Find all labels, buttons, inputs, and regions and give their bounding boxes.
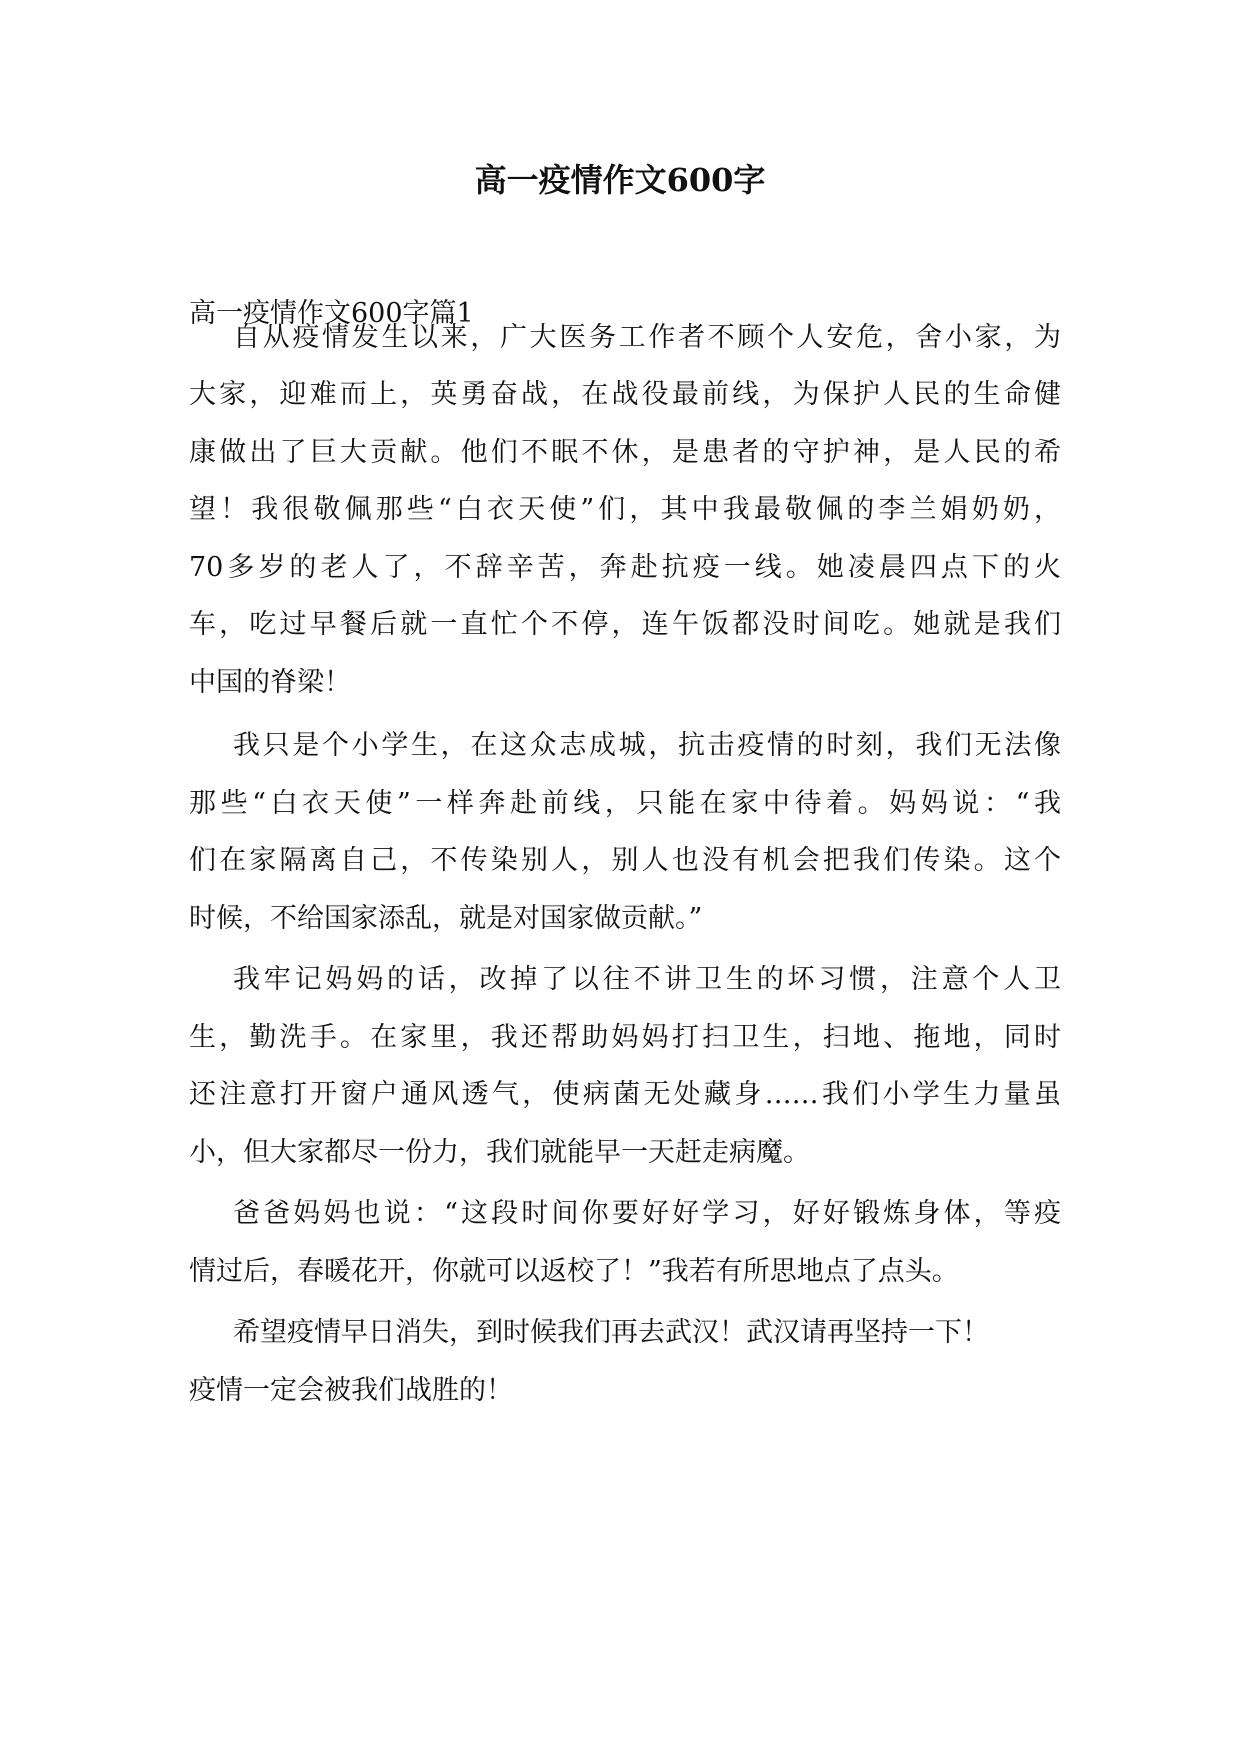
paragraph-1-line-1: 自从疫情发生以来，广大医务工作者不顾个人安危，舍小家，为 [233, 322, 1061, 353]
paragraph-2-line-4: 时候，不给国家添乱，就是对国家做贡献。” [189, 903, 703, 934]
paragraph-3-line-2: 生，勤洗手。在家里，我还帮助妈妈打扫卫生，扫地、拖地，同时 [189, 1022, 1061, 1053]
paragraph-5-line-2: 疫情一定会被我们战胜的！ [189, 1375, 513, 1406]
paragraph-1-line-4: 望！我很敬佩那些“白衣天使”们，其中我最敬佩的李兰娟奶奶， [189, 494, 1061, 525]
paragraph-1-line-6: 车，吃过早餐后就一直忙个不停，连午饭都没时间吃。她就是我们 [189, 609, 1061, 640]
paragraph-4-line-2: 情过后，春暖花开，你就可以返校了！”我若有所思地点了点头。 [189, 1256, 959, 1287]
section-heading: 高一疫情作文600字篇1 [189, 298, 474, 329]
paragraph-4-line-1: 爸爸妈妈也说：“这段时间你要好好学习，好好锻炼身体，等疫 [233, 1198, 1061, 1229]
paragraph-3-line-4: 小，但大家都尽一份力，我们就能早一天赶走病魔。 [189, 1137, 810, 1168]
paragraph-3-line-3: 还注意打开窗户通风透气，使病菌无处藏身……我们小学生力量虽 [189, 1079, 1061, 1110]
paragraph-1-line-7: 中国的脊梁！ [189, 667, 351, 698]
paragraph-5-line-1: 希望疫情早日消失，到时候我们再去武汉！武汉请再坚持一下！ [233, 1317, 989, 1348]
document-title: 高一疫情作文600字 [474, 161, 766, 199]
paragraph-1-line-2: 大家，迎难而上，英勇奋战，在战役最前线，为保护人民的生命健 [189, 379, 1061, 410]
paragraph-3-line-1: 我牢记妈妈的话，改掉了以往不讲卫生的坏习惯，注意个人卫 [233, 964, 1061, 995]
paragraph-1-line-3: 康做出了巨大贡献。他们不眠不休，是患者的守护神，是人民的希 [189, 437, 1061, 468]
paragraph-2-line-1: 我只是个小学生，在这众志成城，抗击疫情的时刻，我们无法像 [233, 730, 1061, 761]
paragraph-2-line-3: 们在家隔离自己，不传染别人，别人也没有机会把我们传染。这个 [189, 845, 1061, 876]
paragraph-1-line-5: 70多岁的老人了，不辞辛苦，奔赴抗疫一线。她凌晨四点下的火 [189, 552, 1061, 583]
paragraph-2-line-2: 那些“白衣天使”一样奔赴前线，只能在家中待着。妈妈说：“我 [189, 788, 1061, 819]
